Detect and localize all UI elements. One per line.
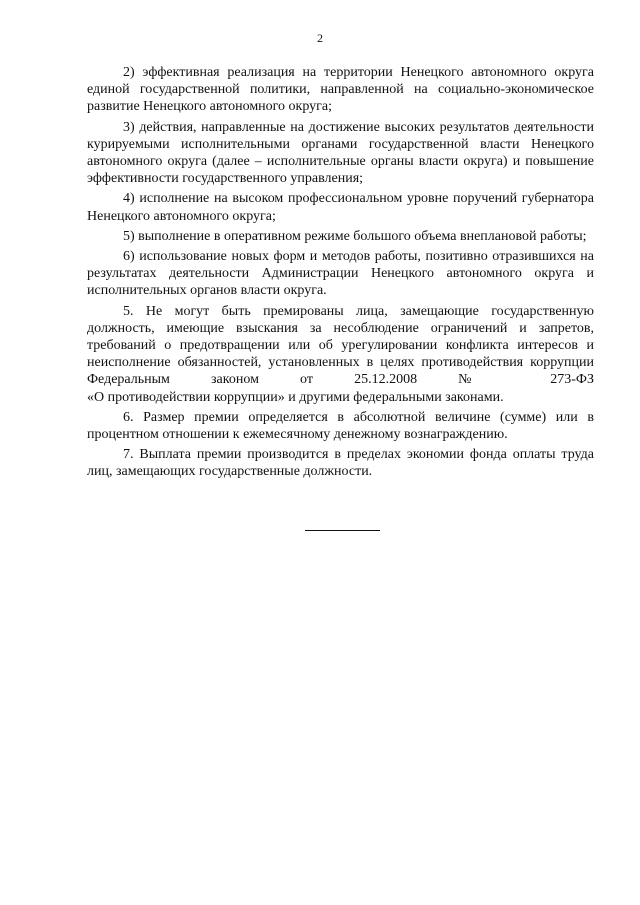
paragraph-item-4: 4) исполнение на высоком профессиональном уровне поручений губернатора Ненецкого автономного округа;	[87, 191, 594, 224]
page-number: 2	[317, 31, 323, 45]
paragraph-clause-5: 5. Не могут быть премированы лица, замещающие государственную должность, имеющие взыскания за несоблюдение ограничений и запретов, требований о предотвращении или об урегулировании конфликта интересов и неисполнение обязанностей, установленных в целях противодействия коррупции Федеральным законом от 25.12.2008 № 273-ФЗ	[87, 303, 594, 388]
paragraph-item-5: 5) выполнение в оперативном режиме большого объема внеплановой работы;	[123, 228, 587, 244]
paragraph-clause-6: 6. Размер премии определяется в абсолютной величине (сумме) или в процентном отношении к ежемесячному денежному вознаграждению.	[87, 409, 594, 443]
paragraph-item-2: 2) эффективная реализация на территории Ненецкого автономного округа единой государственной политики, направленной на социально-экономическое развитие Ненецкого автономного округа;	[87, 65, 594, 115]
paragraph-clause-7: 7. Выплата премии производится в пределах экономии фонда оплаты труда лиц, замещающих государственные должности.	[87, 447, 594, 480]
paragraph-item-6: 6) использование новых форм и методов работы, позитивно отразившихся на результатах деятельности Администрации Ненецкого автономного округа и исполнительных органов власти округа.	[87, 249, 594, 299]
end-divider-line	[305, 530, 380, 531]
paragraph-clause-5-continuation: «О противодействии коррупции» и другими федеральными законами.	[87, 389, 504, 405]
document-body	[87, 64, 594, 484]
paragraph-item-3: 3) действия, направленные на достижение высоких результатов деятельности курируемыми исполнительными органами государственной власти Ненецкого автономного округа (далее – исполнительные органы власти округа) и повышение эффективности государственного управления;	[87, 119, 594, 187]
